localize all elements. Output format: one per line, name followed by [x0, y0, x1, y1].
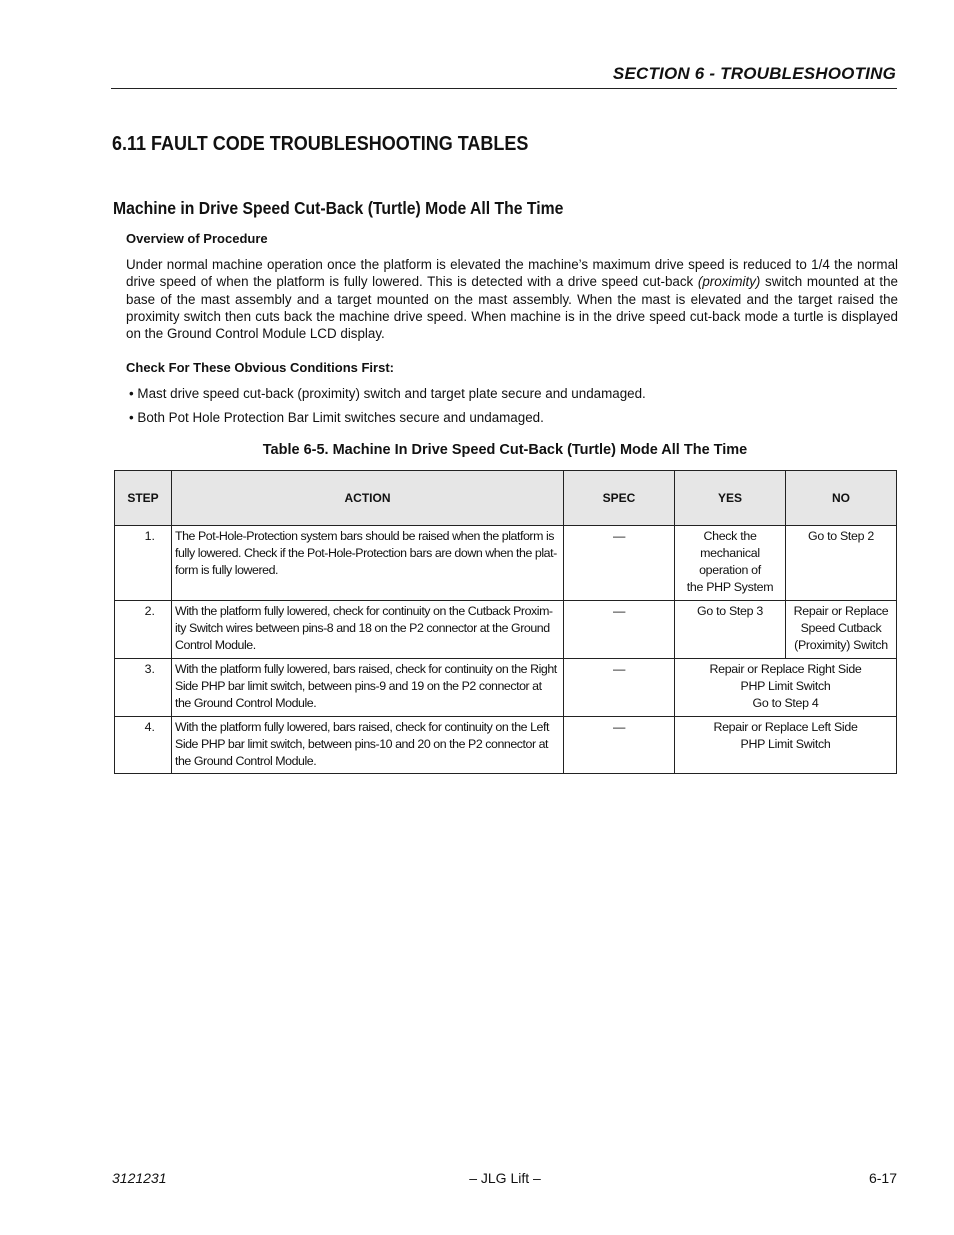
result-line: Go to Step 4	[752, 696, 819, 710]
yes-no-combined-cell	[675, 659, 897, 717]
step-cell: 3.	[115, 659, 172, 717]
no-line: (Proximity) Switch	[794, 638, 888, 652]
conditions-label: Check For These Obvious Conditions First:	[126, 360, 394, 375]
overview-text-a: Under normal machine operation once the platform is elevated the machine’s maximum drive speed is reduced to 1/4 the normal drive speed of when the platform is fully lowered. This is detected with a drive speed cut-back	[126, 257, 898, 290]
condition-item-2: • Both Pot Hole Protection Bar Limit switches secure and undamaged.	[129, 410, 544, 425]
section-header-title: SECTION 6 - TROUBLESHOOTING	[612, 64, 896, 83]
overview-paragraph	[126, 256, 898, 342]
table-row	[115, 601, 897, 659]
overview-text-b: switch mounted at the base of the mast assembly and a target mounted on the mast assembly. When the mast is elevated and the target raised the proximity switch then cuts back the machine drive speed. When machine is in the drive speed cut-back mode a turtle is displayed on the Ground Control Module LCD display.	[126, 274, 898, 342]
footer-page-number: 6-17	[868, 1170, 897, 1186]
action-cell: The Pot-Hole-Protection system bars should be raised when the platform is fully lowered. Check if the Pot-Hole-Protection bars are down when the plat-form is fully lowered.	[172, 526, 564, 601]
yes-cell	[675, 601, 786, 659]
yes-line: mechanical	[700, 546, 760, 560]
result-line: Repair or Replace Left Side	[713, 720, 858, 734]
spec-cell: —	[564, 526, 675, 601]
no-line: Repair or Replace	[793, 604, 889, 618]
yes-line: the PHP System	[686, 580, 774, 594]
result-line: Repair or Replace Right Side	[709, 662, 862, 676]
result-line: PHP Limit Switch	[740, 679, 831, 693]
table-row	[115, 717, 897, 774]
header-spec: SPEC	[564, 471, 675, 526]
yes-line: Check the	[703, 529, 757, 543]
spec-cell: —	[564, 717, 675, 774]
header-action: ACTION	[172, 471, 564, 526]
troubleshooting-table	[114, 470, 897, 774]
yes-no-combined-cell	[675, 717, 897, 774]
step-cell: 2.	[115, 601, 172, 659]
overview-label: Overview of Procedure	[126, 231, 268, 246]
table-row	[115, 526, 897, 601]
footer-doc-number: 3121231	[112, 1170, 167, 1186]
condition-item-1: • Mast drive speed cut-back (proximity) switch and target plate secure and undamaged.	[129, 386, 646, 401]
overview-italic: (proximity)	[697, 274, 761, 290]
action-cell: With the platform fully lowered, check for continuity on the Cutback Proxim-ity Switch wires between pins-8 and 18 on the P2 connector at the Ground Control Module.	[172, 601, 564, 659]
result-line: PHP Limit Switch	[740, 737, 831, 751]
header-step: STEP	[115, 471, 172, 526]
sub-heading: Machine in Drive Speed Cut-Back (Turtle) Mode All The Time	[113, 198, 564, 218]
header-rule	[111, 88, 897, 89]
no-line: Go to Step 2	[808, 529, 874, 543]
yes-line: operation of	[699, 563, 761, 577]
no-cell	[786, 601, 897, 659]
main-heading: 6.11 FAULT CODE TROUBLESHOOTING TABLES	[112, 133, 529, 155]
no-line: Speed Cutback	[800, 621, 882, 635]
table-caption: Table 6-5. Machine In Drive Speed Cut-Back (Turtle) Mode All The Time	[262, 442, 748, 458]
table-header-row	[115, 471, 897, 526]
footer-brand: – JLG Lift –	[469, 1170, 541, 1186]
step-cell: 4.	[115, 717, 172, 774]
spec-cell: —	[564, 601, 675, 659]
table-row	[115, 659, 897, 717]
step-cell: 1.	[115, 526, 172, 601]
action-cell: With the platform fully lowered, bars raised, check for continuity on the Right Side PHP bar limit switch, between pins-9 and 19 on the P2 connector at the Ground Control Module.	[172, 659, 564, 717]
action-cell: With the platform fully lowered, bars raised, check for continuity on the Left Side PHP bar limit switch, between pins-10 and 20 on the P2 connector at the Ground Control Module.	[172, 717, 564, 774]
spec-cell: —	[564, 659, 675, 717]
header-yes: YES	[675, 471, 786, 526]
header-no: NO	[786, 471, 897, 526]
yes-line: Go to Step 3	[697, 604, 763, 618]
no-cell	[786, 526, 897, 601]
yes-cell	[675, 526, 786, 601]
